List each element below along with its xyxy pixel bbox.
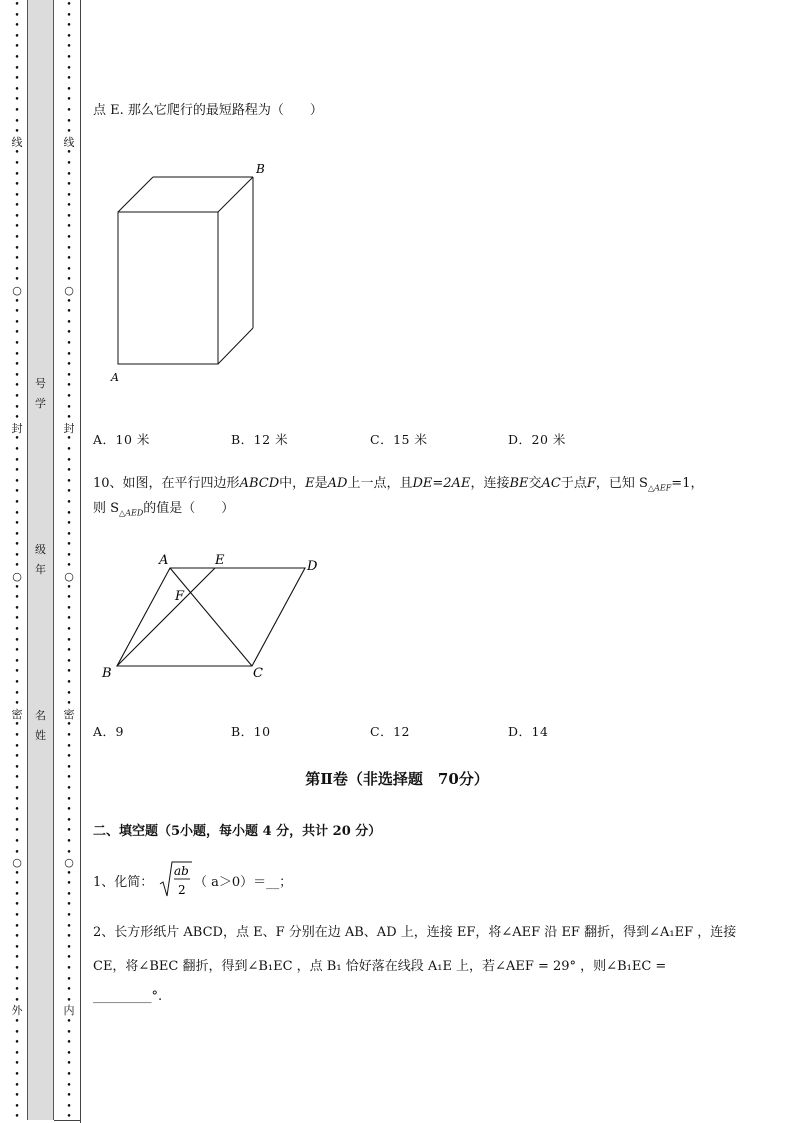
outer-margin-column xyxy=(10,0,24,1123)
margin-dot: • xyxy=(66,667,72,678)
margin-dot: • xyxy=(66,921,72,932)
q9-option-c: C．15 米 xyxy=(370,432,428,447)
margin-dot: • xyxy=(14,921,20,932)
margin-marker: 封 xyxy=(11,421,23,435)
margin-dot: • xyxy=(66,349,72,360)
margin-dot: • xyxy=(66,964,72,975)
q10-question-line2: 则 $S_{\triangle AED}$的值是（ ） xyxy=(93,501,235,518)
margin-dot: • xyxy=(66,826,72,837)
margin-dot: • xyxy=(66,953,72,964)
margin-dot: • xyxy=(66,455,72,466)
margin-dot: • xyxy=(14,932,20,943)
margin-dot: • xyxy=(14,836,20,847)
margin-dot: • xyxy=(66,995,72,1006)
margin-dot: • xyxy=(14,889,20,900)
margin-dot: • xyxy=(66,868,72,879)
margin-dot: • xyxy=(14,487,20,498)
margin-dot: • xyxy=(66,328,72,339)
q10-label-d: D xyxy=(307,559,318,574)
q10-option-c: C．12 xyxy=(370,724,410,739)
margin-dot: • xyxy=(14,529,20,540)
margin-dot: • xyxy=(66,360,72,371)
margin-dot: • xyxy=(66,730,72,741)
margin-dot: • xyxy=(66,932,72,943)
margin-dot: • xyxy=(66,635,72,646)
margin-dot: • xyxy=(66,275,72,286)
margin-marker: ○ xyxy=(12,856,22,870)
margin-dot: • xyxy=(66,783,72,794)
margin-dot: • xyxy=(14,805,20,816)
margin-dot: • xyxy=(66,391,72,402)
margin-dot: • xyxy=(66,1048,72,1059)
margin-marker: ○ xyxy=(12,570,22,584)
margin-dot: • xyxy=(14,1069,20,1080)
margin-dot: • xyxy=(14,455,20,466)
margin-dot: • xyxy=(14,582,20,593)
q10-label-c: C xyxy=(253,666,263,681)
margin-dot: • xyxy=(14,275,20,286)
margin-dot: • xyxy=(14,222,20,233)
margin-dot: • xyxy=(66,233,72,244)
margin-marker: ○ xyxy=(64,284,74,298)
margin-dot: • xyxy=(66,0,72,10)
margin-dot: • xyxy=(14,1059,20,1070)
margin-dot: • xyxy=(14,296,20,307)
margin-dot: • xyxy=(14,1080,20,1091)
margin-dot: • xyxy=(66,593,72,604)
margin-dot: • xyxy=(66,815,72,826)
margin-dot: • xyxy=(14,783,20,794)
margin-marker: 线 xyxy=(11,135,23,149)
margin-dot: • xyxy=(66,201,72,212)
margin-dot: • xyxy=(14,476,20,487)
margin-dot: • xyxy=(14,95,20,106)
margin-dot: • xyxy=(14,911,20,922)
margin-dot: • xyxy=(14,900,20,911)
margin-dot: • xyxy=(14,211,20,222)
margin-dot: • xyxy=(66,550,72,561)
margin-dot: • xyxy=(14,942,20,953)
margin-dot: • xyxy=(66,625,72,636)
margin-dot: • xyxy=(66,95,72,106)
margin-dot: • xyxy=(14,730,20,741)
margin-dot: • xyxy=(66,21,72,32)
q10-label-f: F xyxy=(175,589,185,604)
margin-dot: • xyxy=(66,911,72,922)
margin-dot: • xyxy=(66,656,72,667)
margin-dot: • xyxy=(66,1080,72,1091)
margin-dot: • xyxy=(14,561,20,572)
margin-dot: • xyxy=(14,540,20,551)
margin-dot: • xyxy=(14,635,20,646)
margin-dot: • xyxy=(14,233,20,244)
margin-dot: • xyxy=(14,879,20,890)
part2-heading: 第Ⅱ卷（非选择题 70分） xyxy=(305,770,489,788)
margin-dot: • xyxy=(66,646,72,657)
margin-dot: • xyxy=(66,10,72,21)
margin-dot: • xyxy=(14,317,20,328)
margin-dot: • xyxy=(14,466,20,477)
margin-marker: 内 xyxy=(63,1004,75,1018)
margin-dot: • xyxy=(66,1112,72,1123)
margin-dot: • xyxy=(14,656,20,667)
margin-dot: • xyxy=(66,74,72,85)
margin-dot: • xyxy=(14,254,20,265)
margin-dot: • xyxy=(14,752,20,763)
margin-dot: • xyxy=(14,10,20,21)
margin-dot: • xyxy=(14,116,20,127)
margin-dot: • xyxy=(66,63,72,74)
margin-dot: • xyxy=(14,307,20,318)
margin-dot: • xyxy=(14,190,20,201)
margin-dot: • xyxy=(66,434,72,445)
margin-dot: • xyxy=(66,794,72,805)
margin-dot: • xyxy=(14,868,20,879)
margin-cut-line xyxy=(80,0,81,1123)
margin-dot: • xyxy=(66,1069,72,1080)
margin-dot: • xyxy=(66,413,72,424)
inner-margin-column xyxy=(62,0,76,1123)
margin-dot: • xyxy=(66,52,72,63)
margin-dot: • xyxy=(14,381,20,392)
margin-marker: ○ xyxy=(64,570,74,584)
margin-dot: • xyxy=(14,360,20,371)
grade-field-label: 级 年 xyxy=(35,543,46,576)
margin-marker: 密 xyxy=(63,707,75,721)
margin-dot: • xyxy=(66,1091,72,1102)
margin-dot: • xyxy=(66,699,72,710)
margin-dot: • xyxy=(66,529,72,540)
margin-dot: • xyxy=(14,995,20,1006)
margin-dot: • xyxy=(66,381,72,392)
margin-dot: • xyxy=(14,84,20,95)
margin-dot: • xyxy=(66,180,72,191)
fq1-denominator: 2 xyxy=(178,883,186,897)
margin-dot: • xyxy=(14,444,20,455)
margin-marker: ○ xyxy=(12,284,22,298)
margin-dot: • xyxy=(66,942,72,953)
margin-dot: • xyxy=(66,603,72,614)
margin-dot: • xyxy=(14,497,20,508)
margin-dot: • xyxy=(14,794,20,805)
margin-dot: • xyxy=(66,678,72,688)
margin-dot: • xyxy=(14,402,20,413)
margin-dot: • xyxy=(14,1038,20,1049)
q10-option-d: D．14 xyxy=(508,724,549,739)
margin-dot: • xyxy=(14,964,20,975)
margin-dot: • xyxy=(66,879,72,890)
margin-dot: • xyxy=(14,0,20,10)
margin-dot: • xyxy=(66,105,72,116)
fq2-line3: _________°. xyxy=(93,989,163,1004)
margin-dot: • xyxy=(66,42,72,53)
fq1-prefix: 1、化简： xyxy=(93,875,154,890)
q10-label-b: B xyxy=(102,666,112,681)
margin-dot: • xyxy=(14,985,20,996)
margin-dot: • xyxy=(66,985,72,996)
margin-dot: • xyxy=(14,264,20,275)
margin-dot: • xyxy=(14,519,20,530)
margin-dot: • xyxy=(66,614,72,625)
fq1-numerator: ab xyxy=(174,864,189,878)
margin-dot: • xyxy=(66,487,72,498)
margin-dot: • xyxy=(14,169,20,180)
margin-dot: • xyxy=(66,222,72,233)
margin-dot: • xyxy=(66,370,72,381)
margin-dot: • xyxy=(14,158,20,169)
margin-dot: • xyxy=(14,339,20,349)
margin-dot: • xyxy=(14,667,20,678)
margin-dot: • xyxy=(66,476,72,487)
margin-dot: • xyxy=(66,688,72,699)
fq1-sqrt-fraction xyxy=(159,858,193,900)
margin-dot: • xyxy=(66,339,72,349)
margin-dot: • xyxy=(14,762,20,773)
margin-dot: • xyxy=(66,190,72,201)
margin-dot: • xyxy=(66,444,72,455)
margin-dot: • xyxy=(66,1101,72,1112)
margin-dot: • xyxy=(66,116,72,127)
q9-option-d: D．20 米 xyxy=(508,432,566,447)
margin-dot: • xyxy=(66,752,72,763)
margin-dot: • xyxy=(14,148,20,159)
margin-dot: • xyxy=(66,264,72,275)
q9-cuboid-figure xyxy=(105,155,275,385)
margin-dot: • xyxy=(66,1059,72,1070)
margin-dot: • xyxy=(66,1027,72,1038)
margin-dot: • xyxy=(14,391,20,402)
fq2-line1: 2、长方形纸片 ABCD，点 E、F 分别在边 AB、AD 上，连接 EF，将∠AEF 沿 EF 翻折，得到∠A₁EF ，连接 xyxy=(93,925,737,940)
margin-dot: • xyxy=(14,625,20,636)
margin-dot: • xyxy=(14,508,20,519)
margin-dot: • xyxy=(14,413,20,424)
fq1-suffix: （ a＞0）＝__； xyxy=(194,875,293,890)
margin-dot: • xyxy=(66,243,72,254)
q9-option-b: B．12 米 xyxy=(231,432,289,447)
margin-dot: • xyxy=(66,561,72,572)
margin-dot: • xyxy=(14,63,20,74)
margin-dot: • xyxy=(66,1017,72,1027)
margin-dot: • xyxy=(14,593,20,604)
margin-marker: 封 xyxy=(63,421,75,435)
margin-dot: • xyxy=(14,1048,20,1059)
margin-dot: • xyxy=(14,21,20,32)
margin-bottom-line xyxy=(54,1120,80,1121)
q10-label-a: A xyxy=(159,553,169,568)
q9-option-a: A．10 米 xyxy=(93,432,150,447)
margin-dot: • xyxy=(14,614,20,625)
margin-dot: • xyxy=(66,148,72,159)
margin-dot: • xyxy=(14,1027,20,1038)
margin-dot: • xyxy=(66,847,72,858)
margin-dot: • xyxy=(66,317,72,328)
margin-dot: • xyxy=(66,508,72,519)
margin-dot: • xyxy=(66,773,72,784)
margin-dot: • xyxy=(14,42,20,53)
margin-dot: • xyxy=(14,678,20,688)
margin-dot: • xyxy=(14,550,20,561)
q10-option-b: B．10 xyxy=(231,724,271,739)
margin-dot: • xyxy=(66,84,72,95)
margin-dot: • xyxy=(66,402,72,413)
q10-question-line1: 10、如图，在平行四边形ABCD中，E是AD上一点，且DE=2AE，连接BE交AC于点F，已知 $S_{\triangle AEF}=1$， xyxy=(93,476,704,493)
margin-dot: • xyxy=(14,1101,20,1112)
margin-dot: • xyxy=(66,900,72,911)
margin-marker: 线 xyxy=(63,135,75,149)
margin-dot: • xyxy=(66,169,72,180)
q10-label-e: E xyxy=(215,553,225,568)
margin-dot: • xyxy=(14,1112,20,1123)
margin-dot: • xyxy=(14,105,20,116)
margin-dot: • xyxy=(14,688,20,699)
margin-dot: • xyxy=(66,540,72,551)
margin-dot: • xyxy=(14,127,20,138)
margin-dot: • xyxy=(14,243,20,254)
q10-parallelogram-figure xyxy=(98,548,328,683)
margin-dot: • xyxy=(14,974,20,985)
margin-dot: • xyxy=(14,699,20,710)
margin-dot: • xyxy=(14,826,20,837)
margin-dot: • xyxy=(66,582,72,593)
margin-dot: • xyxy=(66,211,72,222)
margin-dot: • xyxy=(66,31,72,42)
student-number-field-label: 号 学 xyxy=(35,377,46,410)
name-field-label: 名 姓 xyxy=(35,709,46,742)
margin-dot: • xyxy=(14,646,20,657)
margin-dot: • xyxy=(66,720,72,731)
margin-dot: • xyxy=(14,328,20,339)
margin-dot: • xyxy=(66,1038,72,1049)
margin-marker: ○ xyxy=(64,856,74,870)
q9-label-b: B xyxy=(256,162,265,176)
margin-dot: • xyxy=(66,158,72,169)
margin-marker: 外 xyxy=(11,1004,23,1018)
margin-dot: • xyxy=(66,466,72,477)
margin-dot: • xyxy=(14,434,20,445)
margin-dot: • xyxy=(66,127,72,138)
margin-dot: • xyxy=(14,720,20,731)
margin-marker: 密 xyxy=(11,707,23,721)
margin-dot: • xyxy=(66,805,72,816)
margin-dot: • xyxy=(66,974,72,985)
margin-dot: • xyxy=(66,307,72,318)
margin-dot: • xyxy=(14,603,20,614)
margin-dot: • xyxy=(66,254,72,265)
margin-dot: • xyxy=(14,815,20,826)
q10-option-a: A．9 xyxy=(93,724,124,739)
margin-dot: • xyxy=(14,370,20,381)
margin-dot: • xyxy=(14,773,20,784)
fq2-line2: CE，将∠BEC 翻折，得到∠B₁EC ，点 B₁ 恰好落在线段 A₁E 上，若∠AEF = 29° ，则∠B₁EC = xyxy=(93,959,667,974)
margin-dot: • xyxy=(14,741,20,752)
q9-label-a: A xyxy=(111,371,119,384)
margin-dot: • xyxy=(66,889,72,900)
margin-dot: • xyxy=(66,519,72,530)
margin-dot: • xyxy=(14,201,20,212)
margin-dot: • xyxy=(14,1091,20,1102)
section2-title: 二、填空题（5小题，每小题 4 分，共计 20 分） xyxy=(93,824,382,839)
margin-dot: • xyxy=(14,52,20,63)
q9-question-text: 点 E. 那么它爬行的最短路程为（ ） xyxy=(93,103,323,118)
margin-dot: • xyxy=(14,74,20,85)
margin-dot: • xyxy=(14,953,20,964)
margin-dot: • xyxy=(66,296,72,307)
margin-dot: • xyxy=(66,836,72,847)
margin-dot: • xyxy=(14,1017,20,1027)
margin-dot: • xyxy=(66,741,72,752)
margin-dot: • xyxy=(14,180,20,191)
margin-dot: • xyxy=(14,31,20,42)
margin-dot: • xyxy=(14,847,20,858)
margin-dot: • xyxy=(14,349,20,360)
margin-dot: • xyxy=(66,497,72,508)
margin-dot: • xyxy=(66,762,72,773)
